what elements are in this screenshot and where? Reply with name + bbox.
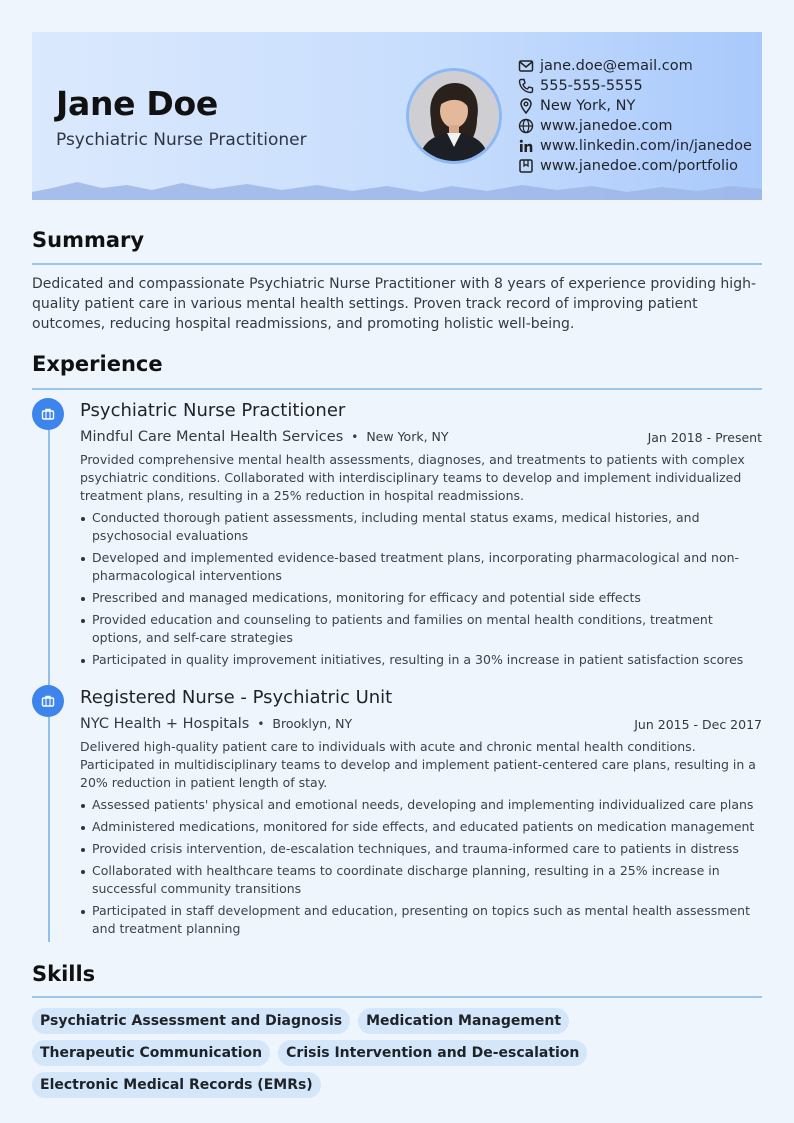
timeline-line bbox=[48, 414, 50, 942]
summary-heading: Summary bbox=[32, 228, 145, 252]
summary-divider bbox=[32, 263, 762, 265]
job-company-line bbox=[80, 716, 352, 732]
contact-location bbox=[518, 96, 752, 116]
job-dates: Jun 2015 - Dec 2017 bbox=[634, 716, 762, 732]
contact-list bbox=[518, 56, 752, 176]
skill-tag: Psychiatric Assessment and Diagnosis bbox=[32, 1008, 350, 1034]
skill-tag: Electronic Medical Records (EMRs) bbox=[32, 1072, 321, 1098]
candidate-name: Jane Doe bbox=[56, 84, 218, 123]
timeline-marker-job-1 bbox=[32, 398, 64, 430]
job-separator: • bbox=[257, 717, 265, 731]
phone-icon bbox=[518, 78, 534, 94]
list-item: Provided crisis intervention, de-escalation techniques, and trauma-informed care to patients in distress bbox=[80, 840, 762, 858]
list-item: Conducted thorough patient assessments, including mental status exams, medical histories, and psychosocial evaluations bbox=[80, 509, 762, 545]
candidate-title: Psychiatric Nurse Practitioner bbox=[56, 130, 307, 150]
contact-portfolio[interactable] bbox=[518, 156, 752, 176]
contact-location-text: New York, NY bbox=[540, 98, 636, 114]
person-portrait-icon bbox=[409, 71, 499, 161]
timeline-marker-job-2 bbox=[32, 685, 64, 717]
contact-linkedin-text: www.linkedin.com/in/janedoe bbox=[540, 138, 752, 154]
header-wave-decoration bbox=[32, 180, 762, 200]
list-item: Administered medications, monitored for side effects, and educated patients on medication management bbox=[80, 818, 762, 836]
resume-header bbox=[32, 32, 762, 200]
experience-divider bbox=[32, 388, 762, 390]
list-item: Assessed patients' physical and emotional needs, developing and implementing individualized care plans bbox=[80, 796, 762, 814]
skills-heading: Skills bbox=[32, 962, 96, 986]
contact-portfolio-text: www.janedoe.com/portfolio bbox=[540, 158, 738, 174]
contact-email-text: jane.doe@email.com bbox=[540, 58, 693, 74]
contact-linkedin[interactable] bbox=[518, 136, 752, 156]
skill-tag: Crisis Intervention and De-escalation bbox=[278, 1040, 587, 1066]
contact-website[interactable] bbox=[518, 116, 752, 136]
globe-icon bbox=[518, 118, 534, 134]
portfolio-icon bbox=[518, 158, 534, 174]
list-item: Participated in staff development and education, presenting on topics such as mental health assessment and treatment planning bbox=[80, 902, 762, 938]
skills-list bbox=[32, 1008, 762, 1098]
list-item: Provided education and counseling to patients and families on mental health conditions, treatment options, and self-care strategies bbox=[80, 611, 762, 647]
job-company: Mindful Care Mental Health Services bbox=[80, 429, 344, 445]
list-item: Developed and implemented evidence-based treatment plans, incorporating pharmacological and non-pharmacological interventions bbox=[80, 549, 762, 585]
job-title: Registered Nurse - Psychiatric Unit bbox=[80, 687, 393, 708]
job-company-line bbox=[80, 429, 449, 445]
skill-tag: Medication Management bbox=[358, 1008, 569, 1034]
job-entry bbox=[80, 686, 762, 942]
job-title: Psychiatric Nurse Practitioner bbox=[80, 400, 346, 421]
experience-heading: Experience bbox=[32, 352, 163, 376]
list-item: Participated in quality improvement initiatives, resulting in a 30% increase in patient satisfaction scores bbox=[80, 651, 762, 669]
mail-icon bbox=[518, 58, 534, 74]
summary-text: Dedicated and compassionate Psychiatric Nurse Practitioner with 8 years of experience providing high-quality patient care in various mental health settings. Proven track record of improving patient outcomes, reducing hospital readmissions, and promoting holistic well-being. bbox=[32, 276, 757, 332]
job-description: Delivered high-quality patient care to individuals with acute and chronic mental health conditions. Participated in multidisciplinary teams to develop and implement patient-centered care plans, resulting in a 20% reduction in patient length of stay. bbox=[80, 739, 756, 790]
briefcase-icon bbox=[41, 407, 55, 421]
contact-website-text: www.janedoe.com bbox=[540, 118, 673, 134]
job-description: Provided comprehensive mental health assessments, diagnoses, and treatments to patients with complex psychiatric conditions. Collaborated with interdisciplinary teams to develop and implement individualized treatment plans, resulting in a 25% reduction in hospital readmissions. bbox=[80, 452, 745, 503]
job-meta bbox=[80, 714, 762, 734]
list-item: Prescribed and managed medications, monitoring for efficacy and potential side effects bbox=[80, 589, 762, 607]
list-item: Collaborated with healthcare teams to coordinate discharge planning, resulting in a 25% increase in successful community transitions bbox=[80, 862, 762, 898]
linkedin-icon bbox=[518, 138, 534, 154]
job-location: New York, NY bbox=[366, 429, 449, 444]
contact-email[interactable] bbox=[518, 56, 752, 76]
job-company: NYC Health + Hospitals bbox=[80, 716, 250, 732]
contact-phone-text: 555-555-5555 bbox=[540, 78, 643, 94]
briefcase-icon bbox=[41, 694, 55, 708]
contact-phone[interactable] bbox=[518, 76, 752, 96]
job-bullets bbox=[80, 509, 762, 669]
location-pin-icon bbox=[518, 98, 534, 114]
job-location: Brooklyn, NY bbox=[272, 716, 353, 731]
job-meta bbox=[80, 427, 762, 447]
skill-tag: Therapeutic Communication bbox=[32, 1040, 270, 1066]
skills-divider bbox=[32, 996, 762, 998]
job-bullets bbox=[80, 796, 762, 938]
job-separator: • bbox=[351, 430, 359, 444]
profile-photo bbox=[406, 68, 502, 164]
job-dates: Jan 2018 - Present bbox=[647, 429, 762, 445]
job-entry bbox=[80, 399, 762, 673]
